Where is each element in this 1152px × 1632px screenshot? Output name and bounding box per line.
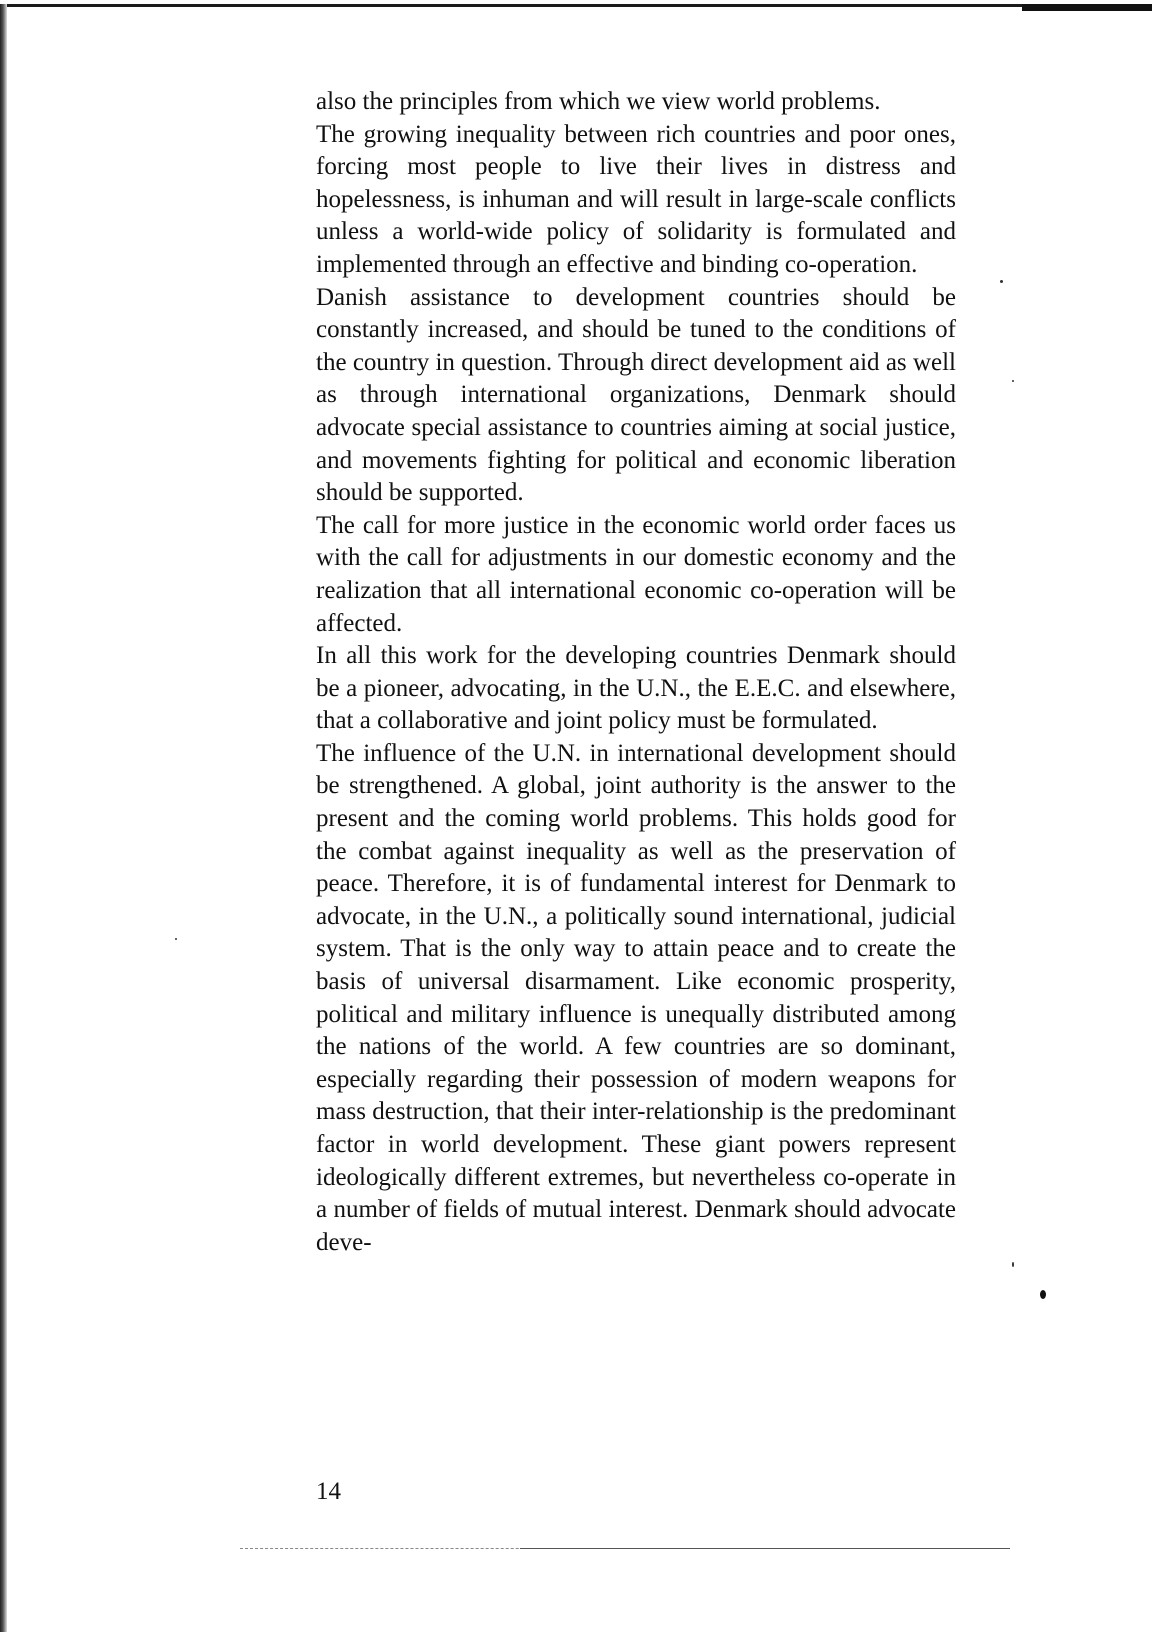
scan-speck [1000,280,1003,283]
scan-top-border [0,4,1152,7]
scan-top-border-thick [1022,4,1152,11]
scan-speck [175,938,177,940]
scan-left-edge [0,4,7,1632]
scan-speck [1040,1290,1046,1299]
scan-speck [1012,380,1014,382]
paragraph: The growing inequality between rich countries and poor ones, forcing most people to live their lives in distress and hopelessness, is inhuman and will result in large-scale conflicts unless a world-wide policy of solidarity is formulated and implemented through an effective and binding co-operation. [316,120,956,278]
paragraph: also the principles from which we view world problems. [316,88,881,115]
scan-bottom-rule-solid [520,1548,1010,1549]
page-number: 14 [316,1478,341,1505]
paragraph: In all this work for the developing countries Denmark should be a pioneer, advocating, in the U.N., the E.E.C. and elsewhere, that a collaborative and joint policy must be formulated. [316,642,956,735]
paragraph: The call for more justice in the economic world order faces us with the call for adjustments in our domestic economy and the realization that all international economic co-operation will be affected. [316,511,956,637]
scan-speck [1012,1262,1014,1267]
body-text [316,86,956,1259]
paragraph: The influence of the U.N. in international development should be strengthened. A global, joint authority is the answer to the present and the coming world problems. This holds good for the combat against inequality as well as the preservation of peace. Therefore, it is of fundamental interest for Denmark to advocate, in the U.N., a politically sound international, judicial system. That is the only way to attain peace and to create the basis of universal disarmament. Like economic prosperity, political and military influence is unequally distributed among the nations of the world. A few countries are so dominant, especially regarding their possession of modern weapons for mass destruction, that their inter-relationship is the predominant factor in world development. These giant powers represent ideologically different extremes, but nevertheless co-operate in a number of fields of mutual interest. Denmark should advocate deve- [316,739,956,1256]
paragraph: Danish assistance to development countries should be constantly increased, and should be tuned to the conditions of the country in question. Through direct development aid as well as through international organizations, Denmark should advocate special assistance to countries aiming at social justice, and movements fighting for political and economic liberation should be supported. [316,283,956,507]
